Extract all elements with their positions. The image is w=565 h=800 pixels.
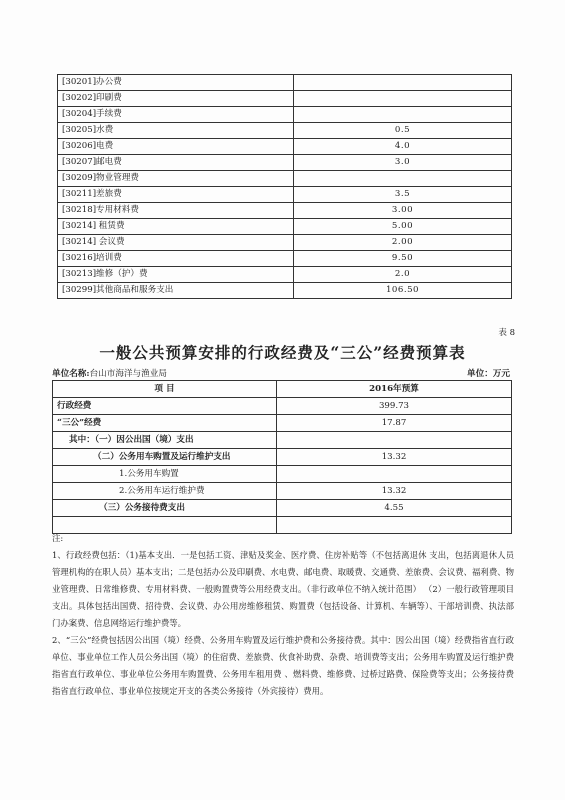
item-value: 2.00 (294, 235, 512, 251)
item-label: [30209]物业管理费 (58, 171, 294, 187)
table-row (58, 75, 512, 91)
item-value (294, 75, 512, 91)
item-value: 9.50 (294, 251, 512, 267)
row-value: 13.32 (277, 483, 512, 500)
unit-name (52, 367, 167, 379)
item-label: [30216]培训费 (58, 251, 294, 267)
table-row (53, 500, 512, 517)
item-value: 0.5 (294, 123, 512, 139)
item-value: 3.00 (294, 203, 512, 219)
notes (52, 530, 514, 700)
table-row (58, 251, 512, 267)
table-row (58, 187, 512, 203)
unit-label: 单位名称: (52, 369, 90, 379)
row-label: （二）公务用车购置及运行维护支出 (53, 449, 277, 466)
item-value (294, 171, 512, 187)
item-value: 2.0 (294, 267, 512, 283)
table-row (58, 123, 512, 139)
item-label: [30204]手续费 (58, 107, 294, 123)
row-label: 1.公务用车购置 (53, 466, 277, 483)
table-row (58, 283, 512, 299)
expense-detail-table (57, 74, 512, 299)
row-label: 行政经费 (53, 398, 277, 415)
item-value (294, 91, 512, 107)
item-label: [30214] 会议费 (58, 235, 294, 251)
table-row (58, 155, 512, 171)
table-number: 表 8 (498, 328, 515, 338)
table-row (58, 235, 512, 251)
budget-table (52, 380, 512, 534)
row-value (277, 432, 512, 449)
table-header-row (53, 381, 512, 398)
item-value: 4.0 (294, 139, 512, 155)
item-value: 106.50 (294, 283, 512, 299)
notes-paragraph-1: 1、行政经费包括：（1)基本支出．一是包括工资、津贴及奖金、医疗费、住房补贴等（不包括离退休 支出，包括离退休人员管理机构的在职人员）基本支出；二是包括办公及印刷费、水电费、邮电费、取暖费、交通费、差旅费、会议费、福利费、物业管理费、日常维修费、专用材料费、一般购置费等公用经费支出。（非行政单位不纳入统计范围） （2）一般行政管理项目支出。具体包括出国费、招待费、会议费、办公用房维修租赁、购置费（包括设备、计算机、车辆等）、干部培训费、执法部门办案费、信息网络运行维护费等。 (52, 550, 514, 628)
row-value: 17.87 (277, 415, 512, 432)
item-label: [30218]专用材料费 (58, 203, 294, 219)
table-row (58, 203, 512, 219)
row-value: 4.55 (277, 500, 512, 517)
row-value (277, 466, 512, 483)
header-year: 2016年预算 (277, 381, 512, 398)
item-label: [30201]办公费 (58, 75, 294, 91)
page-title: 一般公共预算安排的行政经费及“三公”经费预算表 (99, 343, 466, 362)
table-row (53, 466, 512, 483)
item-label: [30211]差旅费 (58, 187, 294, 203)
table-row (53, 398, 512, 415)
table-row (53, 483, 512, 500)
table-row (58, 219, 512, 235)
table-row (53, 415, 512, 432)
row-label: “三公”经费 (53, 415, 277, 432)
table-row (53, 449, 512, 466)
item-label: [30206]电费 (58, 139, 294, 155)
row-label: 其中：（一）因公出国（境）支出 (53, 432, 277, 449)
item-label: [30213]维修（护）费 (58, 267, 294, 283)
money-unit: 单位：万元 (467, 369, 510, 379)
table-row (58, 267, 512, 283)
table-row (58, 139, 512, 155)
item-label: [30205]水费 (58, 123, 294, 139)
item-label: [30214] 租赁费 (58, 219, 294, 235)
unit-value: 台山市海洋与渔业局 (89, 369, 167, 379)
notes-heading: 注: (52, 533, 64, 543)
row-value: 399.73 (277, 398, 512, 415)
row-label: （三）公务接待费支出 (53, 500, 277, 517)
item-value: 3.0 (294, 155, 512, 171)
table-row (53, 432, 512, 449)
item-label: [30299]其他商品和服务支出 (58, 283, 294, 299)
item-label: [30202]印刷费 (58, 91, 294, 107)
table-row (58, 171, 512, 187)
row-value: 13.32 (277, 449, 512, 466)
item-label: [30207]邮电费 (58, 155, 294, 171)
item-value: 5.00 (294, 219, 512, 235)
table-row (58, 91, 512, 107)
item-value: 3.5 (294, 187, 512, 203)
item-value (294, 107, 512, 123)
row-label: 2.公务用车运行维护费 (53, 483, 277, 500)
header-item: 项 目 (53, 381, 277, 398)
table-row (58, 107, 512, 123)
notes-paragraph-2: 2、“三公”经费包括因公出国（境）经费、公务用车购置及运行维护费和公务接待费。其中：因公出国（境）经费指省直行政单位、事业单位工作人员公务出国（境）的住宿费、差旅费、伙食补助费、杂费、培训费等支出；公务用车购置及运行维护费指省直行政单位、事业单位公务用车购置费、公务用车租用费 、燃料费、维修费、过桥过路费、保险费等支出；公务接待费指省直行政单位、事业单位按规定开支的各类公务接待（外宾接待）费用。 (52, 635, 514, 696)
